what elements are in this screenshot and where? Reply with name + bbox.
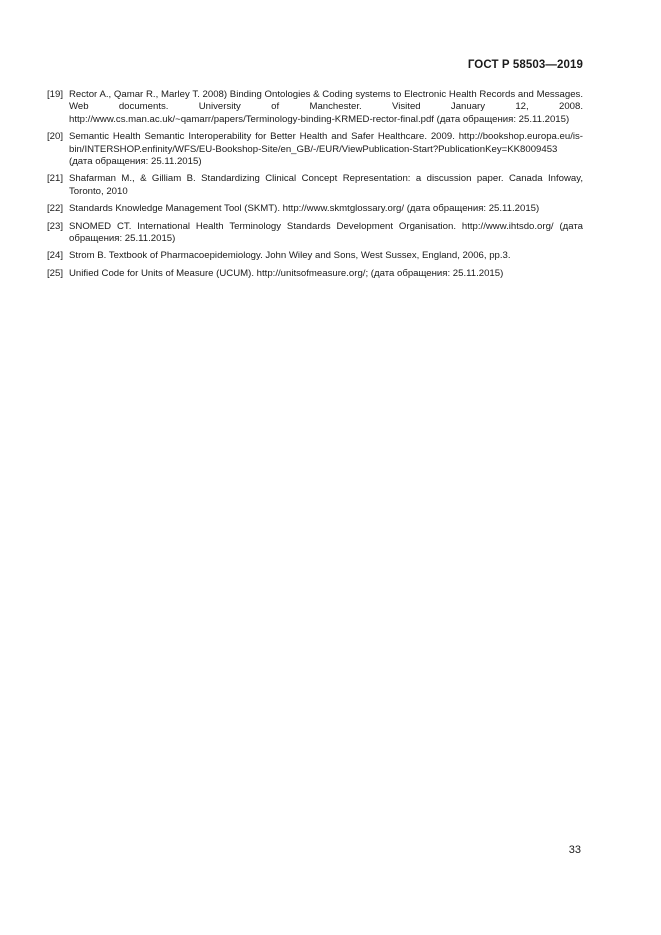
reference-text: Standards Knowledge Management Tool (SKMT). http://www.skmtglossary.org/ (дата обращения: 25.11.2015) bbox=[69, 203, 540, 215]
reference-item-20 bbox=[47, 131, 583, 168]
reference-text: Rector A., Qamar R., Marley T. 2008) Binding Ontologies & Coding systems to Electronic Health Records and Messages. Web documents. University of Manchester. Visited January 12, 2008. http://www.cs.man.ac.uk/~qamarr/papers/Terminology-binding-KRMED-rector-final.pdf (дата обращения: 25.11.2015) bbox=[69, 89, 583, 125]
page-number: 33 bbox=[568, 844, 581, 856]
reference-number: [25] bbox=[47, 267, 64, 279]
reference-list bbox=[47, 89, 583, 285]
reference-number: [24] bbox=[47, 250, 64, 262]
reference-number: [22] bbox=[47, 203, 64, 215]
document-header-standard: ГОСТ Р 58503—2019 bbox=[467, 59, 583, 71]
reference-text: Strom B. Textbook of Pharmacoepidemiology. John Wiley and Sons, West Sussex, England, 2006, pp.3. bbox=[69, 250, 511, 262]
reference-item-19 bbox=[47, 89, 583, 126]
reference-item-23 bbox=[47, 221, 583, 246]
reference-text: Unified Code for Units of Measure (UCUM). http://unitsofmeasure.org/; (дата обращения: 25.11.2015) bbox=[69, 267, 504, 279]
reference-text: Semantic Health Semantic Interoperability for Better Health and Safer Healthcare. 2009. http://bookshop.europa.eu/is-bin/INTERSHOP.enfinity/WFS/EU-Bookshop-Site/en_GB/-/EUR/ViewPublication-Start?PublicationKey=KK8009453 (дата обращения: 25.11.2015) bbox=[69, 131, 583, 168]
reference-text: SNOMED CT. International Health Terminology Standards Development Organisation. http://www.ihtsdo.org/ (дата обращения: 25.11.2015) bbox=[69, 220, 583, 245]
reference-number: [21] bbox=[47, 173, 64, 185]
reference-item-21 bbox=[47, 173, 583, 198]
reference-text: Shafarman M., & Gilliam B. Standardizing Clinical Concept Representation: a discussion paper. Canada Infoway, Toronto, 2010 bbox=[69, 173, 583, 197]
reference-number: [20] bbox=[47, 131, 64, 143]
reference-item-25 bbox=[47, 268, 583, 280]
reference-item-22 bbox=[47, 203, 583, 215]
reference-number: [23] bbox=[47, 220, 64, 232]
reference-item-24 bbox=[47, 250, 583, 262]
reference-number: [19] bbox=[47, 89, 64, 100]
